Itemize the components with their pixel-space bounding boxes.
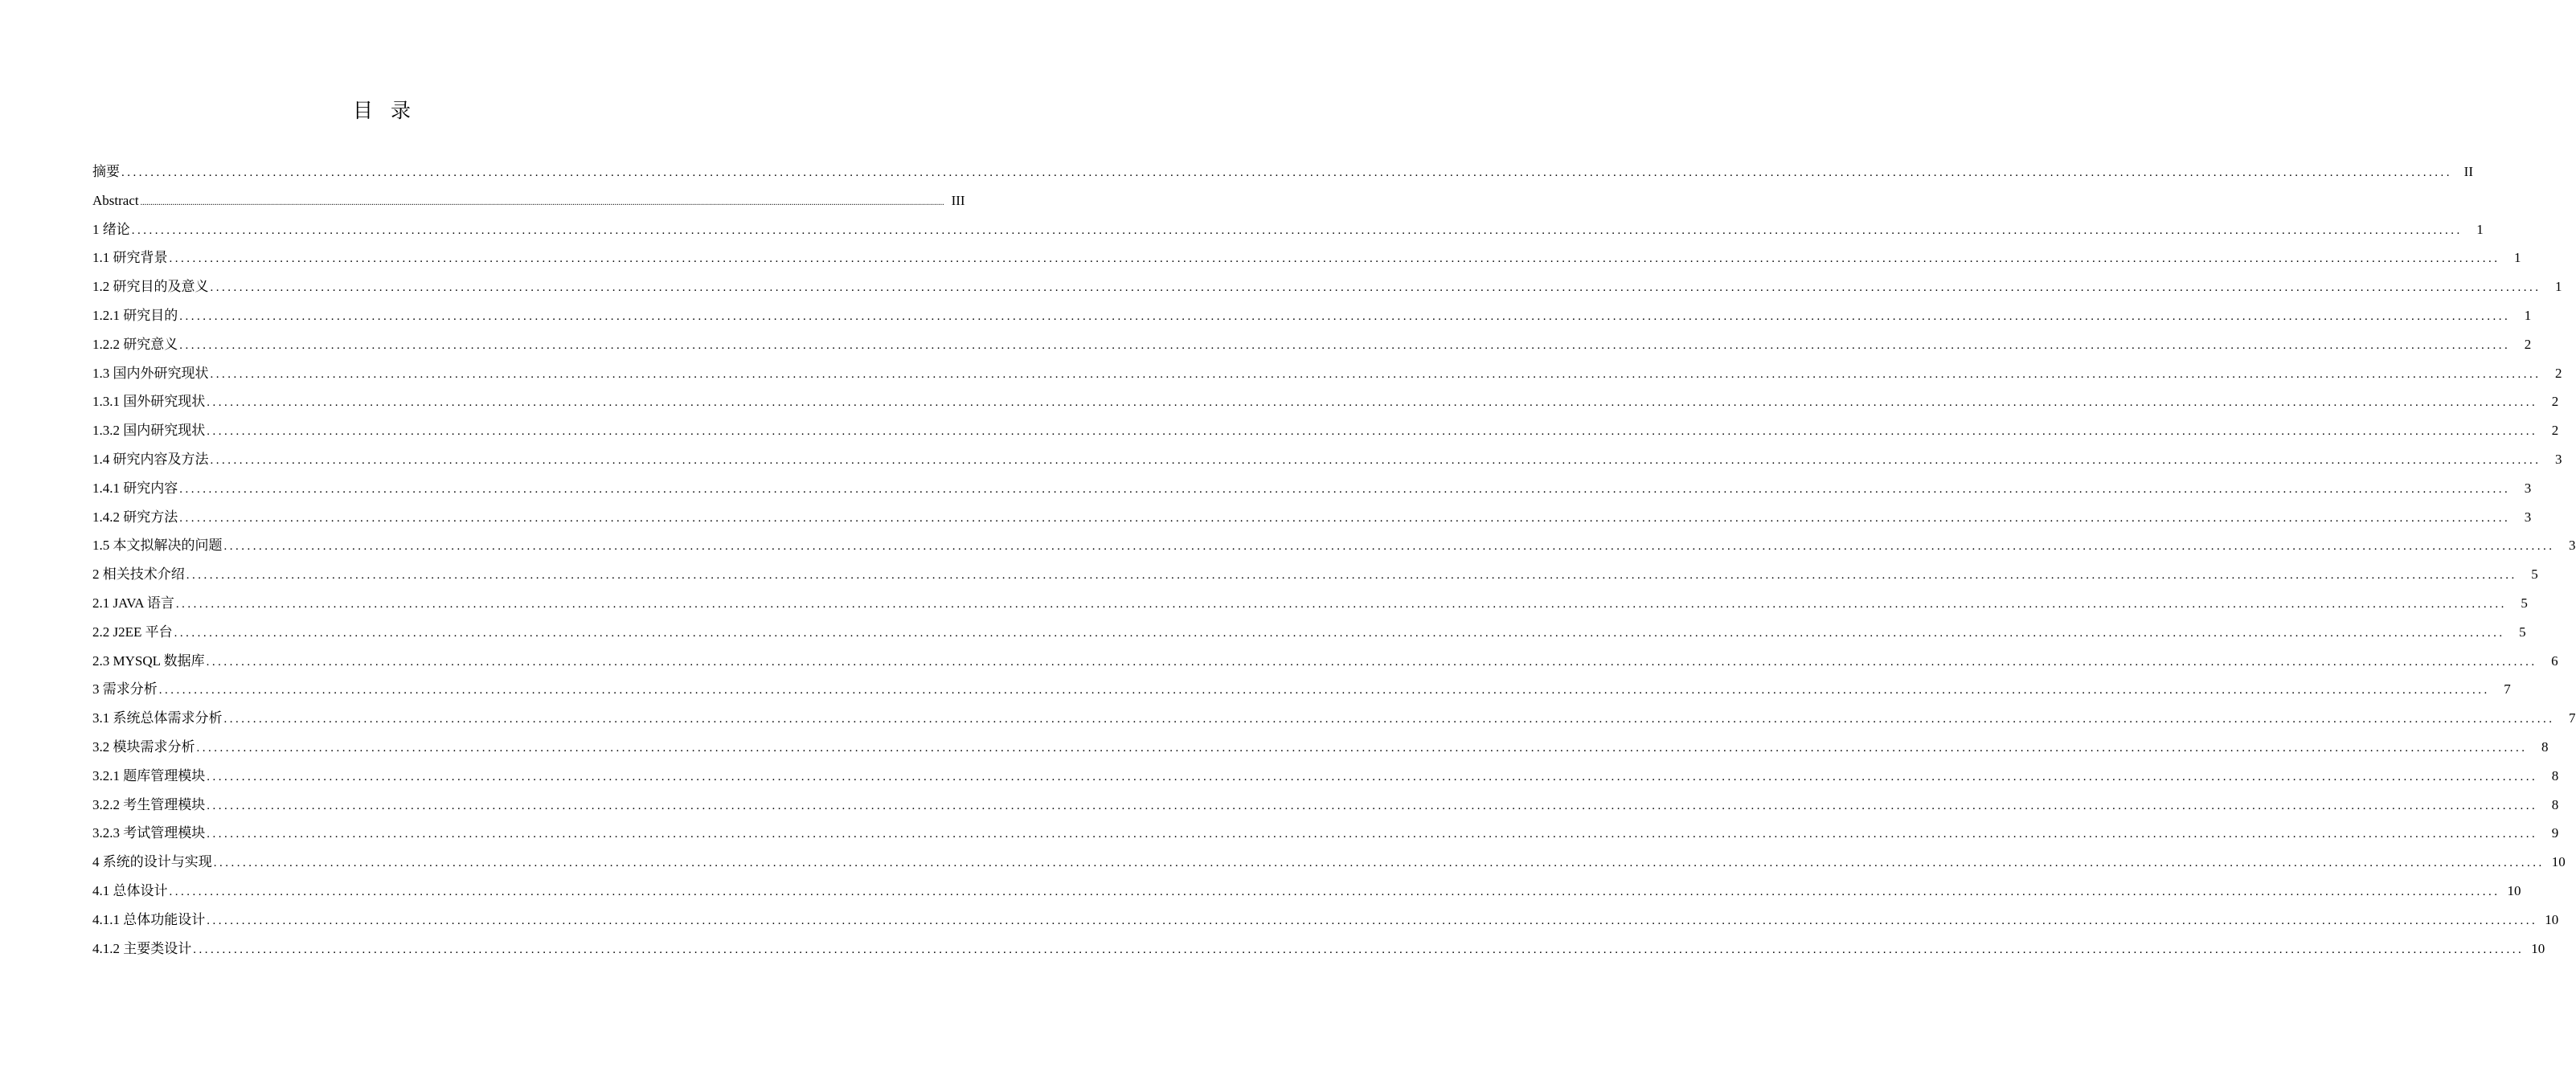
toc-entry-label: 1.3.2 国内研究现状 [92,423,206,439]
toc-entry[interactable] [92,330,2532,359]
toc-leader-dots: ................................................................................................................................................................................................................................................................................................................................................................................................................ [213,857,2545,870]
page-title: 目录 [352,99,428,122]
toc-entry-page: 10 [2507,882,2521,898]
toc-entry[interactable] [92,531,2576,560]
toc-leader-dots: ................................................................................................................................................................................................................................................................................................................................................................................................................ [210,453,2541,467]
toc-entry[interactable] [92,416,2559,445]
toc-leader-dots: ................................................................................................................................................................................................................................................................................................................................................................................................................ [207,425,2538,439]
toc-leader-dots: ................................................................................................................................................................................................................................................................................................................................................................................................................ [175,597,2507,611]
toc-leader-dots: ................................................................................................................................................................................................................................................................................................................................................................................................................ [207,914,2538,927]
toc-leader-dots: ................................................................................................................................................................................................................................................................................................................................................................................................................ [131,223,2463,237]
toc-entry[interactable] [92,935,2545,963]
toc-entry-page: 1 [2524,307,2532,323]
toc-entry-page: 1 [2555,279,2562,295]
toc-entry-page: 3 [2524,509,2532,525]
toc-entry[interactable] [92,704,2576,733]
toc-entry-page: 3 [2569,538,2576,554]
toc-entry[interactable] [92,301,2532,330]
toc-entry[interactable] [92,618,2526,647]
toc-entry-label: 4.1.1 总体功能设计 [92,911,206,927]
toc-entry[interactable] [92,791,2559,820]
toc-entry-label: 3.2.3 考试管理模块 [92,825,206,841]
toc-entry-label: 1.4.1 研究内容 [92,480,178,496]
toc-entry-label: 1.5 本文拟解决的问题 [92,538,223,554]
toc-entry-label: 1.2.1 研究目的 [92,307,178,323]
toc-leader-dots: ................................................................................................................................................................................................................................................................................................................................................................................................................ [207,770,2538,783]
table-of-contents [92,158,2576,963]
toc-entry[interactable] [92,560,2538,589]
toc-entry-label: 摘要 [92,164,120,179]
toc-leader-dots: ................................................................................................................................................................................................................................................................................................................................................................................................................ [179,338,2511,352]
toc-entry-label: 3.2 模块需求分析 [92,738,195,755]
toc-entry-page: 9 [2551,825,2559,841]
toc-leader-dots: ................................................................................................................................................................................................................................................................................................................................................................................................................ [207,828,2538,841]
toc-entry-page: 2 [2551,423,2559,439]
toc-entry-label: 4 系统的设计与实现 [92,854,212,870]
toc-entry[interactable] [92,272,2562,301]
toc-entry[interactable] [92,906,2559,935]
toc-entry-page: 5 [2521,595,2528,611]
toc-entry[interactable] [92,675,2511,704]
toc-entry-page: 3 [2524,480,2532,496]
toc-leader-dots: ................................................................................................................................................................................................................................................................................................................................................................................................................ [223,540,2555,554]
toc-entry-label: 2 相关技术介绍 [92,567,185,583]
toc-entry-label: 1.3 国内外研究现状 [92,365,209,381]
toc-entry[interactable] [92,215,2484,244]
toc-entry-page: 1 [2476,221,2484,237]
toc-leader-dots: ................................................................................................................................................................................................................................................................................................................................................................................................................ [174,626,2505,640]
toc-entry-label: 1.4 研究内容及方法 [92,451,209,467]
toc-leader-dots: ................................................................................................................................................................................................................................................................................................................................................................................................................ [196,741,2528,755]
toc-entry-label: 2.1 JAVA 语言 [92,595,174,611]
toc-entry[interactable] [92,158,2473,186]
toc-leader-dots: ................................................................................................................................................................................................................................................................................................................................................................................................................ [193,943,2525,956]
toc-entry-page: 5 [2531,567,2538,583]
toc-entry-page: 10 [2545,911,2559,927]
toc-leader-dots: ................................................................................................................................................................................................................................................................................................................................................................................................................ [121,166,2452,179]
toc-leader-dots: ................................................................................................................................................................................................................................................................................................................................................................................................................ [169,252,2500,266]
toc-leader-dots: ................................................................................................................................................................................................................................................................................................................................................................................................................ [158,684,2490,698]
toc-entry-label: 2.3 MYSQL 数据库 [92,652,205,669]
toc-entry-page: 6 [2551,652,2558,669]
toc-entry[interactable] [92,243,2521,272]
toc-leader-dots: ................................................................................................................................................................................................................................................................................................................................................................................................................ [140,198,944,207]
toc-leader-dots: ................................................................................................................................................................................................................................................................................................................................................................................................................ [179,309,2511,323]
toc-entry-page: 2 [2555,365,2562,381]
toc-entry-page: 2 [2524,336,2532,352]
toc-entry-page: 5 [2519,624,2526,640]
toc-leader-dots: ................................................................................................................................................................................................................................................................................................................................................................................................................ [223,713,2555,726]
toc-entry[interactable] [92,387,2559,416]
toc-entry-page: 7 [2569,710,2576,726]
toc-entry-page: 8 [2551,767,2559,783]
toc-leader-dots: ................................................................................................................................................................................................................................................................................................................................................................................................................ [206,655,2537,669]
toc-entry[interactable] [92,877,2521,906]
toc-leader-dots: ................................................................................................................................................................................................................................................................................................................................................................................................................ [169,885,2500,898]
toc-entry-page: 3 [2555,451,2562,467]
toc-entry-page: 8 [2541,738,2549,755]
toc-entry-page: 10 [2551,854,2566,870]
toc-entry-page: 2 [2551,394,2559,410]
toc-leader-dots: ................................................................................................................................................................................................................................................................................................................................................................................................................ [210,281,2541,295]
toc-leader-dots: ................................................................................................................................................................................................................................................................................................................................................................................................................ [207,799,2538,812]
toc-entry-label: 4.1 总体设计 [92,882,168,898]
toc-leader-dots: ................................................................................................................................................................................................................................................................................................................................................................................................................ [179,511,2511,525]
toc-entry[interactable] [92,733,2549,762]
toc-entry-label: Abstract [92,192,139,208]
toc-entry-page: 8 [2551,796,2559,812]
toc-entry-label: 1.2.2 研究意义 [92,336,178,352]
toc-entry-page: III [951,192,965,208]
toc-entry-label: 3.2.2 考生管理模块 [92,796,206,812]
toc-entry[interactable] [92,503,2532,532]
toc-leader-dots: ................................................................................................................................................................................................................................................................................................................................................................................................................ [179,482,2511,496]
toc-entry-page: II [2463,164,2473,179]
toc-entry-label: 2.2 J2EE 平台 [92,624,173,640]
toc-entry[interactable] [92,647,2558,676]
toc-entry-label: 1.1 研究背景 [92,250,168,266]
toc-entry-label: 3 需求分析 [92,681,158,698]
toc-entry[interactable] [92,474,2532,503]
toc-leader-dots: ................................................................................................................................................................................................................................................................................................................................................................................................................ [210,367,2541,381]
toc-entry[interactable] [92,359,2562,388]
toc-leader-dots: ................................................................................................................................................................................................................................................................................................................................................................................................................ [186,569,2517,583]
toc-entry[interactable] [92,445,2562,474]
toc-entry-page: 7 [2504,681,2511,698]
toc-entry[interactable] [92,819,2559,848]
toc-entry[interactable] [92,762,2559,791]
toc-entry-label: 1.2 研究目的及意义 [92,279,209,295]
toc-entry-label: 3.1 系统总体需求分析 [92,710,223,726]
toc-entry[interactable] [92,589,2528,618]
toc-leader-dots: ................................................................................................................................................................................................................................................................................................................................................................................................................ [207,396,2538,410]
toc-entry-label: 3.2.1 题库管理模块 [92,767,206,783]
toc-entry-page: 1 [2514,250,2521,266]
toc-entry-page: 10 [2531,940,2545,956]
toc-entry-label: 1 绪论 [92,221,130,237]
toc-entry[interactable] [92,186,965,215]
toc-entry[interactable] [92,848,2566,877]
toc-entry-label: 1.4.2 研究方法 [92,509,178,525]
toc-entry-label: 4.1.2 主要类设计 [92,940,192,956]
toc-entry-label: 1.3.1 国外研究现状 [92,394,206,410]
